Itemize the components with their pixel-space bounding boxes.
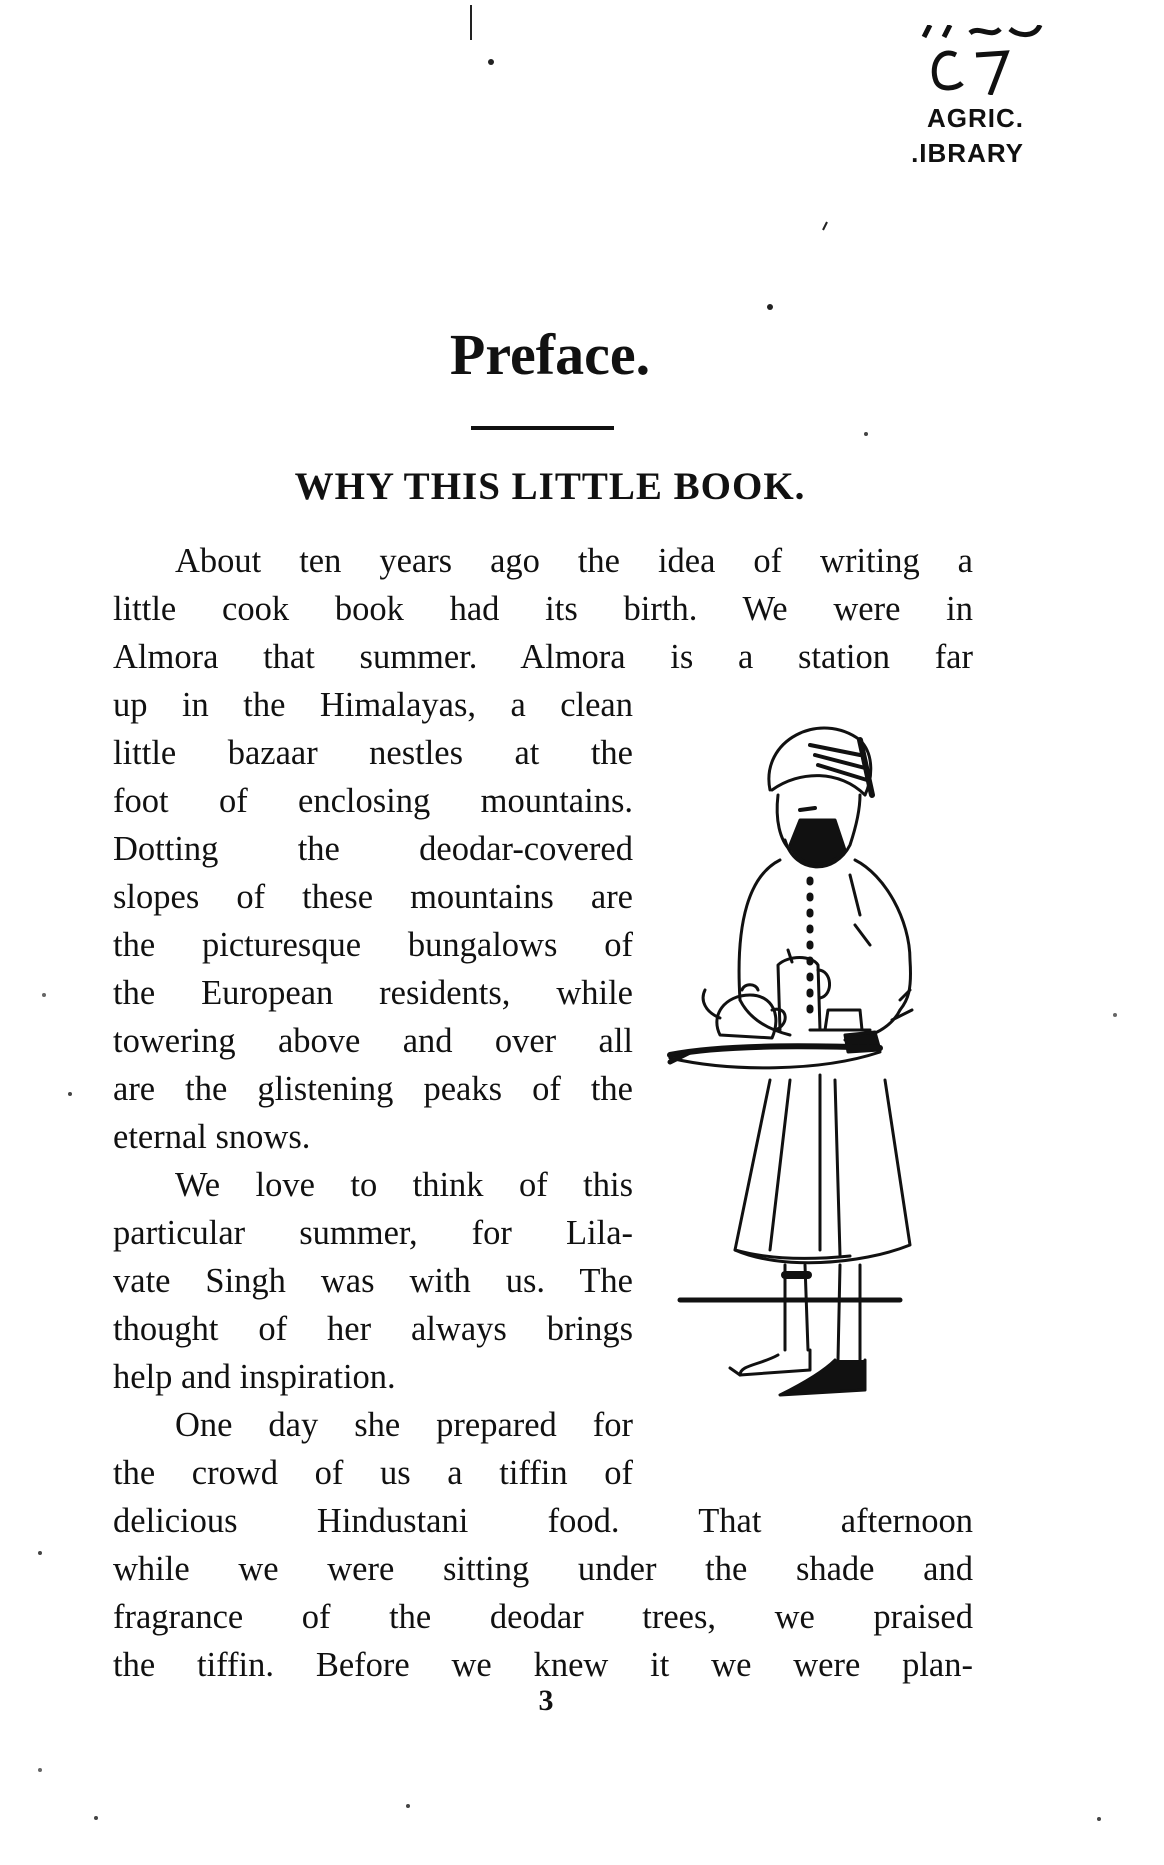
text-line: the tiffin. Before we knew it we were plan- <box>113 1646 973 1684</box>
text-line: the picturesque bungalows of <box>113 926 633 964</box>
text-line: One day she prepared for <box>175 1406 633 1444</box>
text-line: slopes of these mountains are <box>113 878 633 916</box>
title-rule <box>471 426 614 430</box>
text-line: help and inspiration. <box>113 1358 396 1396</box>
text-line: Almora that summer. Almora is a station far <box>113 638 973 676</box>
text-line: little cook book had its birth. We were in <box>113 590 973 628</box>
text-line: eternal snows. <box>113 1118 311 1156</box>
text-line: towering above and over all <box>113 1022 633 1060</box>
text-line: Dotting the deodar-covered <box>113 830 633 868</box>
text-line: while we were sitting under the shade and <box>113 1550 973 1588</box>
text-line: particular summer, for Lila- <box>113 1214 633 1252</box>
handwritten-call-number <box>910 25 1070 95</box>
text-line: About ten years ago the idea of writing a <box>175 542 973 580</box>
page-number: 3 <box>538 1684 554 1717</box>
text-line: foot of enclosing mountains. <box>113 782 633 820</box>
text-line: fragrance of the deodar trees, we praised <box>113 1598 973 1636</box>
text-line: up in the Himalayas, a clean <box>113 686 633 724</box>
text-line: vate Singh was with us. The <box>113 1262 633 1300</box>
text-line: the European residents, while <box>113 974 633 1012</box>
stamp-library: .IBRARY <box>911 138 1024 168</box>
servant-with-tea-tray-illustration <box>660 700 960 1400</box>
stamp-agric: AGRIC. <box>927 103 1024 133</box>
text-line: the crowd of us a tiffin of <box>113 1454 633 1492</box>
page-title: Preface. <box>449 322 651 387</box>
text-line: little bazaar nestles at the <box>113 734 633 772</box>
text-line: delicious Hindustani food. That afternoon <box>113 1502 973 1540</box>
text-line: thought of her always brings <box>113 1310 633 1348</box>
text-line: are the glistening peaks of the <box>113 1070 633 1108</box>
section-heading: WHY THIS LITTLE BOOK. <box>294 465 806 508</box>
text-line: We love to think of this <box>175 1166 633 1204</box>
